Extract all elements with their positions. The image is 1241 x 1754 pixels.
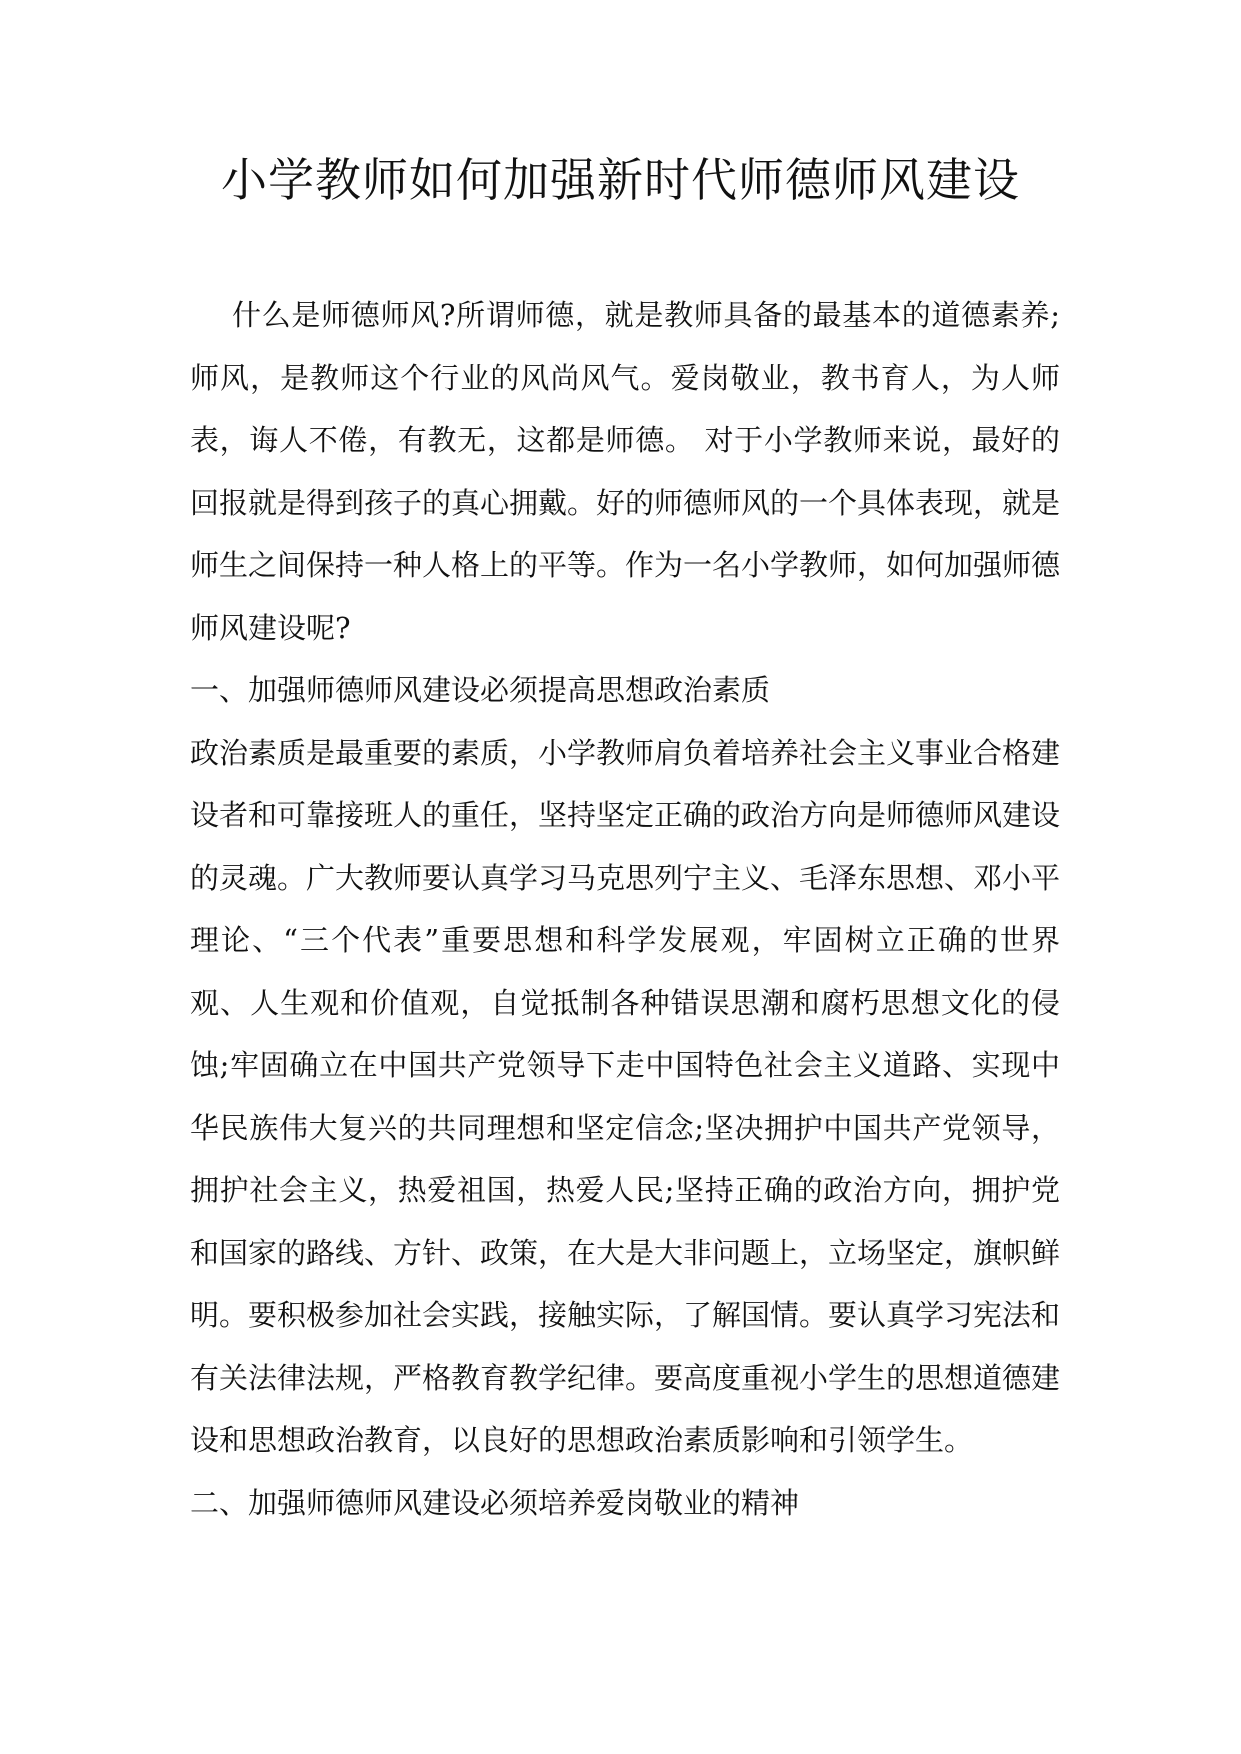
section-2-heading: 二、加强师德师风建设必须培养爱岗敬业的精神 [190, 1485, 800, 1520]
document-body [190, 284, 1060, 1534]
intro-paragraph: 什么是师德师风?所谓师德，就是教师具备的最基本的道德素养;师风，是教师这个行业的风尚风气。爱岗敬业，教书育人，为人师表，诲人不倦，有教无，这都是师德。 对于小学教师来说，最好的回报就是得到孩子的真心拥戴。好的师德师风的一个具体表现，就是师生之间保持一种人格上的平等。作为一名小学教师，如何加强师德师风建设呢? [190, 298, 1061, 645]
document-title: 小学教师如何加强新时代师德师风建设 [221, 153, 1020, 207]
section-1-paragraph: 政治素质是最重要的素质，小学教师肩负着培养社会主义事业合格建设者和可靠接班人的重任，坚持坚定正确的政治方向是师德师风建设的灵魂。广大教师要认真学习马克思列宁主义、毛泽东思想、邓小平理论、“三个代表”重要思想和科学发展观，牢固树立正确的世界观、人生观和价值观，自觉抵制各种错误思潮和腐朽思想文化的侵蚀;牢固确立在中国共产党领导下走中国特色社会主义道路、实现中华民族伟大复兴的共同理想和坚定信念;坚决拥护中国共产党领导，拥护社会主义，热爱祖国，热爱人民;坚持正确的政治方向，拥护党和国家的路线、方针、政策，在大是大非问题上，立场坚定，旗帜鲜明。要积极参加社会实践，接触实际，了解国情。要认真学习宪法和有关法律法规，严格教育教学纪律。要高度重视小学生的思想道德建设和思想政治教育，以良好的思想政治素质影响和引领学生。 [190, 735, 1061, 1457]
section-1-heading: 一、加强师德师风建设必须提高思想政治素质 [190, 673, 771, 707]
